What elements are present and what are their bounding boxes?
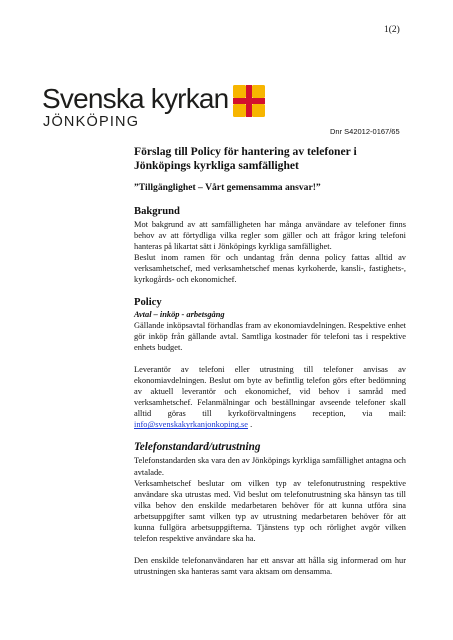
section-heading-policy: Policy (134, 296, 162, 308)
telefonstandard-paragraph-3: Den enskilde telefonanvändaren har ett ansvar att hålla sig informerad om hur utrustningen ska hanteras samt vara aktsam om densamma. (134, 556, 406, 577)
document-title: Förslag till Policy för hantering av telefoner i Jönköpings kyrkliga samfällighet (134, 145, 357, 172)
telefonstandard-paragraph-1: Telefonstandarden ska vara den av Jönköpings kyrkliga samfällighet antagna och avtalade. (134, 456, 406, 477)
bakgrund-paragraph-2: Beslut inom ramen för och undantag från denna policy fattas alltid av verksamhetschef, med verksamhetschef menas kyrkoherde, kansli-, fastighets-, kyrkogårds- och ekonomichef. (134, 253, 406, 285)
logo-name: Svenska kyrkan (42, 83, 229, 114)
policy-paragraph-1: Gällande inköpsavtal förhandlas fram av ekonomiavdelningen. Respektive enhet gör inköp från gällande avtal. Samtliga kostnader för telefoni tas i respektive enhets budget. (134, 320, 406, 352)
document-registration-number: Dnr S42012-0167/65 (330, 127, 400, 136)
policy-subheading: Avtal – inköp - arbetsgång (134, 309, 225, 319)
document-body (134, 145, 406, 577)
policy-paragraph-2-end: . (248, 420, 253, 430)
bakgrund-paragraph-1: Mot bakgrund av att samfälligheten har många användare av telefoner finns behov av att förtydliga vilka regler som gäller och att frågor kring telefoni hanteras på likartat sätt i Jönköpings kyrkliga samfällighet. (134, 220, 406, 252)
policy-paragraph-2-text: Leverantör av telefoni eller utrustning till telefoner anvisas av ekonomiavdelningen. Beslut om byte av befintlig telefon görs efter bedömning av aktuell leverantör och ekonomichef, vid behov i samråd med verksamhetschef. Felanmälningar och beställningar avseende telefoner skall alltid göras till kyrkoförvaltningens reception, via mail: (134, 364, 406, 419)
reception-email-link[interactable]: info@svenskakyrkanjonkoping.se (134, 420, 249, 430)
church-cross-icon (232, 84, 266, 118)
logo-city: JÖNKÖPING (43, 114, 140, 130)
policy-paragraph-2 (134, 364, 406, 431)
section-heading-bakgrund: Bakgrund (134, 206, 180, 217)
telefonstandard-paragraph-2: Verksamhetschef beslutar om vilken typ av telefonutrustning respektive användare ska utrustas med. Vid beslut om telefonutrustning ska hänsyn tas till vilka behov den enskilde medarbetaren behöver för att kunna utföra sina arbetsuppgifter samt vilken typ av utrustning medarbetaren behöver för att kunna fullgöra arbetsuppgifterna. Tjänstens typ och rörlighet avgör vilken telefon respektive användare ska ha. (134, 478, 406, 544)
document-tagline: ”Tillgänglighet – Vårt gemensamma ansvar!” (134, 182, 321, 193)
section-heading-telefonstandard: Telefonstandard/utrustning (134, 441, 261, 454)
page-number: 1(2) (384, 25, 400, 35)
